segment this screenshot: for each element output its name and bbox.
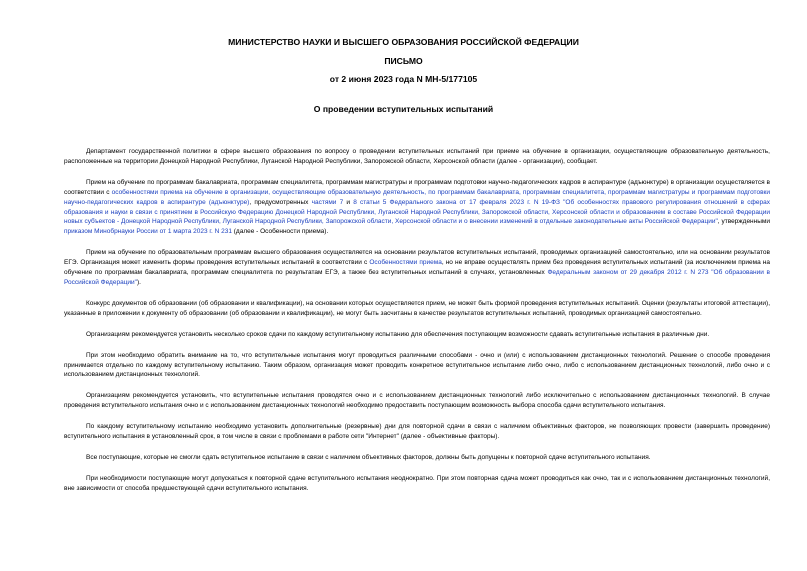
paragraph-3 [64,248,770,288]
paragraph-3-text-2: , но не вправе осуществлять прием без проведения вступительных испытаний (за исключением приема на обучение по программам бакалавриата, программам специалитета по результатам ЕГЭ, а также без вступительных испытаний в случаях, установленных [64,259,770,277]
document-date-number: от 2 июня 2023 года N МН-5/177105 [329,74,478,84]
paragraph-4: Конкурс документов об образовании (об образовании и квалификации), на основании которых осуществляется прием, не может быть формой проведения вступительных испытаний. Оценки (результаты итоговой аттестации), указанные в приложении к документу об образовании (об образовании и квалификации), не могут быть засчитаны в качестве результатов вступительных испытаний, проводимых организацией самостоятельно. [64,299,770,317]
law-part-7-link[interactable]: частями 7 [311,198,344,206]
paragraph-2-text-5: (далее - Особенности приема). [231,228,329,236]
paragraph-2-text-4: , утвержденными [717,218,771,226]
paragraph-7: Организациям рекомендуется установить, что вступительные испытания проводятся очно и с использованием дистанционных технологий либо исключительно с использованием дистанционных технологий. В случае проведения вступительного испытания очно и с использованием дистанционных технологий необходимо предоставить поступающим возможность выбора способа сдачи вступительного испытания. [64,392,770,410]
paragraph-8: По каждому вступительному испытанию необходимо установить дополнительные (резервные) дни для повторной сдачи в связи с наличием объективных факторов, не позволяющих провести (завершить проведение) вступительного испытания в установленный срок, в том числе в связи с проблемами в работе сети "Интернет" (далее - объективные факторы). [64,423,770,441]
paragraph-6: При этом необходимо обратить внимание на то, что вступительные испытания могут проводиться различными способами - очно и (или) с использованием дистанционных технологий. Решение о способе проведения принимается отдельно по каждому вступительному испытанию. Таким образом, организация может проводить конкретное вступительное испытание либо очно, либо с использованием дистанционных технологий, либо очно и с использованием дистанционных технологий. [64,351,770,379]
admission-specifics-link[interactable]: особенностями приема на обучение в организации, осуществляющие образовательную деятельность, по программам бакалавриата, программам специалитета, программам магистратуры и программам подготовки научно-педагогических кадров в аспирантуре (адъюнктуре) [64,188,770,206]
ministry-title: МИНИСТЕРСТВО НАУКИ И ВЫСШЕГО ОБРАЗОВАНИЯ РОССИЙСКОЙ ФЕДЕРАЦИИ [228,37,579,47]
paragraph-9: Все поступающие, которые не смогли сдать вступительное испытание в связи с наличием объективных факторов, должны быть допущены к повторной сдаче вступительного испытания. [86,453,651,461]
paragraph-2-text-2: , предусмотренных [249,198,312,206]
admission-specifics-short-link[interactable]: Особенностями приема [369,259,442,267]
federal-law-19fz-link[interactable]: 8 статьи 5 Федерального закона от 17 февраля 2023 г. N 19-ФЗ "Об особенностях правового регулирования отношений в сферах образования и науки в связи с принятием в Российскую Федерацию Донецкой Народной Республики, Луганской Народной Республики, Запорожской области, Херсонской области и образованием в составе Российской Федерации новых субъектов - Донецкой Народной Республики, Луганской Народной Республики, Запорожской области, Херсонской области и о внесении изменений в отдельные законодательные акты Российской Федерации" [64,198,770,226]
document-subject: О проведении вступительных испытаний [313,104,494,114]
paragraph-2-text-1: Прием на обучение по программам бакалавриата, программам специалитета, программам магистратуры и программам подготовки научно-педагогических кадров в аспирантуре (адъюнктуре) в организации осуществляется в соответствии с [64,178,770,196]
paragraph-2-text-3: и [343,198,354,206]
paragraph-5: Организациям рекомендуется установить несколько сроков сдачи по каждому вступительному испытанию для обеспечения поступающим возможности сдавать вступительные испытания в различные дни. [86,330,710,338]
document-type: ПИСЬМО [384,56,423,66]
paragraph-2 [64,178,770,237]
paragraph-3-text-1: Прием на обучение по образовательным программам высшего образования осуществляется на основании результатов вступительных испытаний, проводимых организацией самостоятельно, или на основании результатов ЕГЭ. Организация может изменить формы проведения вступительных испытаний в соответствии с [64,249,770,267]
federal-law-273-link[interactable]: Федеральным законом от 29 декабря 2012 г. N 273 "Об образовании в Российской Федерации" [64,269,770,286]
ministry-order-231-link[interactable]: приказом Минобрнауки России от 1 марта 2023 г. N 231 [64,228,232,236]
document-body [64,147,770,505]
paragraph-10: При необходимости поступающие могут допускаться к повторной сдаче вступительного испытания неоднократно. При этом повторная сдача может проводиться как очно, так и с использованием дистанционных технологий, вне зависимости от способа предшествующей сдачи вступительного испытания. [64,474,770,492]
paragraph-3-text-3: ). [137,278,141,286]
paragraph-1: Департамент государственной политики в сфере высшего образования по вопросу о проведении вступительных испытаний при приеме на обучение в организации, осуществляющие образовательную деятельность, расположенные на территории Донецкой Народной Республики, Луганской Народной Республики, Запорожской области, Херсонской области (далее - организации), сообщает. [64,148,770,165]
